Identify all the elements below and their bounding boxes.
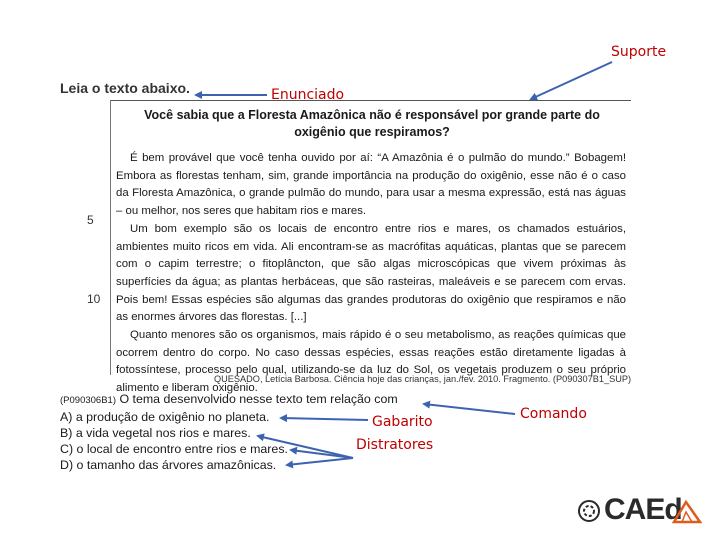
passage-title: Você sabia que a Floresta Amazônica não é responsável por grande parte do oxigênio que respiramos? [144, 108, 600, 139]
arrow-comando [424, 404, 515, 414]
option-c[interactable]: C) o local de encontro entre rios e mares. [60, 442, 288, 456]
source-citation: QUESADO, Letícia Barbosa. Ciência hoje das crianças, jan./fev. 2010. Fragmento. (P090307B1_SUP) [214, 374, 632, 384]
arrow-distrator-b [258, 436, 353, 458]
passage-paragraph-2: Um bom exemplo são os locais de encontro entre rios e mares, os chamados estuários, ambientes muito ricos em vida. Ali encontram-se as macrófitas aquáticas, plantas que se parecem com o capim terrestre; o fitoplâncton, que são algas microscópicas que vivem próximas às superfícies da água; as plantas herbáceas, que são rasteiras, maleáveis e se parecem com ervas. Pois bem! Essas espécies são algumas das grandes produtoras do oxigênio que respiramos e não as enormes árvores das florestas. [...] [116, 222, 626, 324]
annotation-distratores: Distratores [356, 437, 434, 453]
arrow-suporte [531, 62, 612, 99]
question-code: (P090306B1) [60, 395, 116, 406]
annotation-comando: Comando [520, 406, 587, 422]
passage-paragraph-1: É bem provável que você tenha ouvido por aí: “A Amazônia é o pulmão do mundo.” Bobagem! Embora as florestas tenham, sim, grande importância na produção do oxigênio, esse não é o caso da Floresta Amazônica, o grande pulmão do mundo, para usar a mesma expressão, está nas águas – ou melhor, nos seres que habitam rios e mares. [116, 152, 626, 218]
option-d[interactable]: D) o tamanho das árvores amazônicas. [60, 458, 277, 472]
arrow-gabarito [281, 418, 368, 420]
caed-house-icon [672, 498, 702, 524]
arrow-distrator-d [287, 458, 353, 465]
instruction-text: Leia o texto abaixo. [60, 80, 190, 96]
question-text: O tema desenvolvido nesse texto tem relação com [119, 392, 398, 406]
annotation-gabarito: Gabarito [372, 414, 433, 430]
passage-paragraph-3: Quanto menores são os organismos, mais rápido é o seu metabolismo, as reações químicas que ocorrem dentro do corpo. No caso dessas espécies, essas reações estão diretamente ligadas à fotossíntese, processo pelo qual, utilizando-se da luz do Sol, os vegetais produzem o seu próprio alimento e liberam oxigênio. [116, 329, 626, 395]
annotation-suporte: Suporte [611, 44, 667, 60]
option-b[interactable]: B) a vida vegetal nos rios e mares. [60, 426, 251, 440]
caed-emblem-icon [578, 500, 600, 522]
annotation-enunciado: Enunciado [271, 87, 345, 103]
line-number-10: 10 [87, 292, 101, 306]
option-a[interactable]: A) a produção de oxigênio no planeta. [60, 410, 270, 424]
line-number-5: 5 [87, 213, 94, 227]
caed-logo-text: CAEd [604, 493, 682, 526]
